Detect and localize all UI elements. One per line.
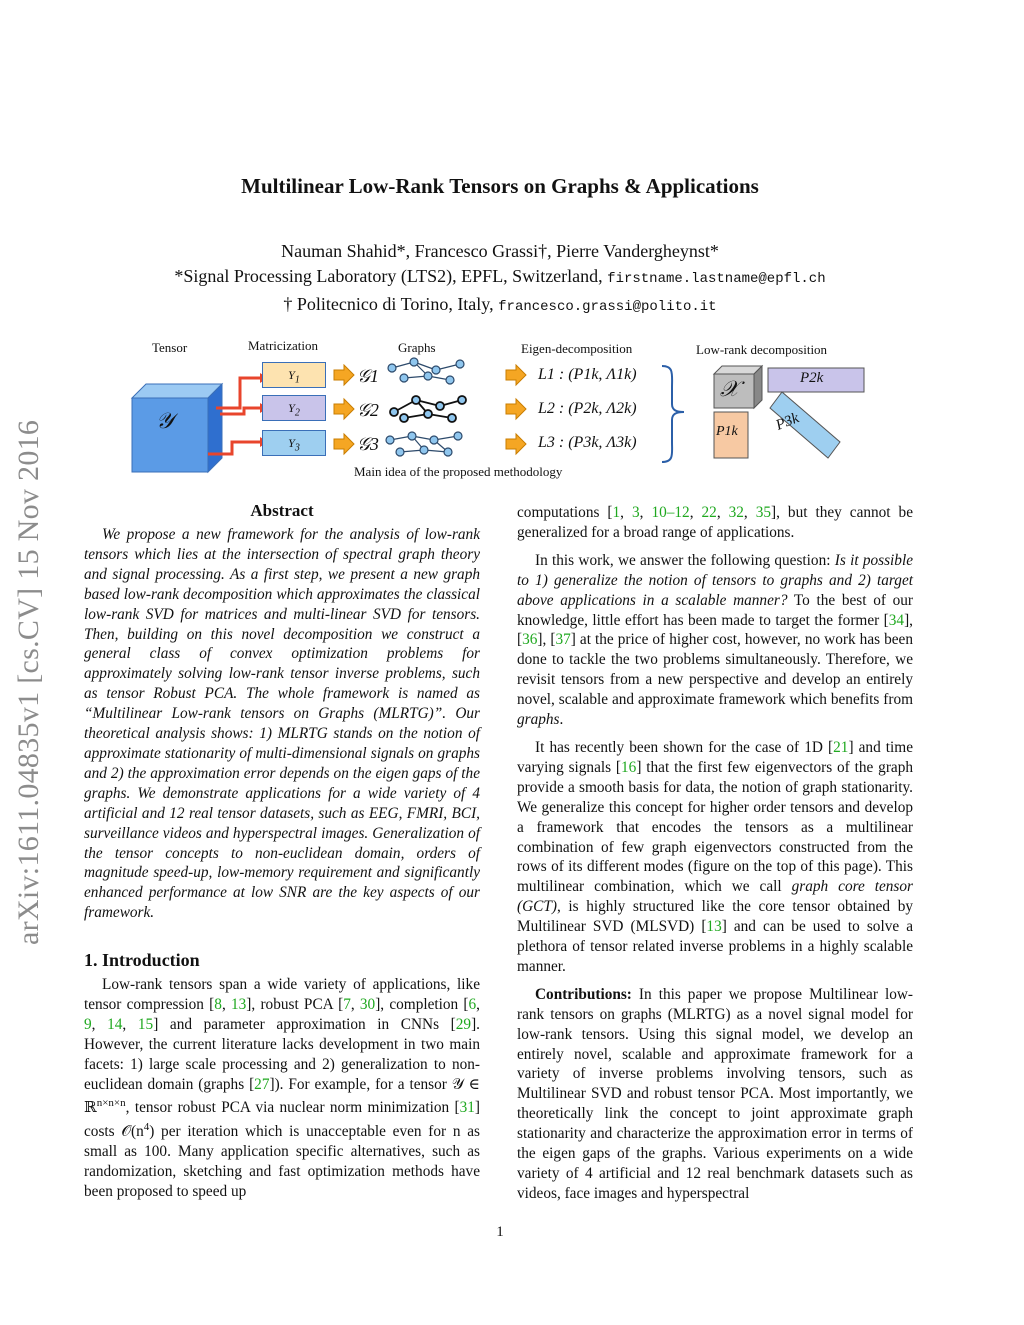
cite-14[interactable]: 14 — [107, 1015, 123, 1033]
email-1[interactable]: firstname.lastname@epfl.ch — [607, 271, 826, 287]
cite-31[interactable]: 31 — [459, 1099, 475, 1117]
cite-15[interactable]: 15 — [137, 1015, 154, 1033]
matrix-y1-label: Y — [288, 368, 295, 382]
graph-symbol-1: 𝒢1 — [357, 366, 379, 386]
cite-27[interactable]: 27 — [254, 1075, 270, 1093]
r-p1-text-2: ], but they cannot be generalized for a broad range of applications. — [517, 504, 913, 541]
factor-p3k: P3k — [773, 410, 802, 434]
orange-arrows-right — [504, 364, 528, 474]
r-p2-text-2: To the best of our knowledge, little effort has been made to target the former [ — [517, 591, 914, 629]
figure-label-lowrank: Low-rank decomposition — [696, 342, 828, 357]
cite-32[interactable]: 32 — [728, 504, 744, 521]
r-p2-text-4: ], [ — [537, 631, 556, 649]
figure-label-matricization: Matricization — [248, 338, 319, 353]
figure-caption: Main idea of the proposed methodology — [354, 464, 563, 479]
figure-label-eigen: Eigen-decomposition — [521, 341, 633, 356]
r-p2-text-1: In this work, we answer the following question: — [535, 551, 835, 569]
matrix-y1 — [262, 362, 326, 388]
affiliation-1-text: *Signal Processing Laboratory (LTS2), EPFL, Switzerland, — [174, 266, 603, 286]
eigen-row-3: L3 : (P3k, Λ3k) — [538, 434, 637, 451]
graph-symbol-3: 𝒢3 — [357, 434, 379, 454]
intro-text-1: Low-rank tensors span a wide variety of applications, like tensor compression [ — [84, 976, 480, 1013]
right-paragraph-1: computations [1, 3, 10–12, 22, 32, 35], but they cannot be generalized for a broad range of applications. — [517, 504, 913, 541]
r-p2-end: . — [559, 711, 564, 729]
r-p3-text-5: ] and can be used to solve a plethora of tensor related inverse problems in a highly scalable manner. — [517, 918, 913, 975]
cite-6[interactable]: 6 — [468, 995, 477, 1013]
right-column — [517, 503, 913, 1212]
intro-text-9: ) per iteration which is unacceptable even for n as small as 100. Many application specific alternatives, such as randomization, sketching and fast optimization methods have been proposed to speed up — [84, 1123, 480, 1201]
intro-text-2: ], robust PCA [ — [246, 995, 344, 1013]
right-paragraph-3 — [517, 738, 913, 977]
abstract-text: We propose a new framework for the analysis of low-rank tensors which lies at the intersection of spectral graph theory and signal processing. As a first step, we present a new graph based low-rank decomposition which approximates the classical low-rank SVD for matrices and multi-linear SVD for tensors. Then, building on this novel decomposition we construct a general class of convex optimization problems for approximately solving low-rank tensor inverse problems, such as tensor Robust PCA. The whole framework is named as “Multilinear Low-rank tensors on Graphs (MLRTG)”. Our theoretical analysis shows: 1) MLRTG stands on the notion of approximate stationarity of multi-dimensional signals on graphs and 2) the approximation error depends on the eigen gaps of the graphs. We demonstrate applications for a wide variety of 4 artificial and 12 real tensor datasets, such as EEG, FMRI, BCI, surveillance videos and hyperspectral images. Generalization of the tensor concepts to non-euclidean domain, orders of magnitude speed-up, low-memory requirement and significantly enhanced performance at low SNR are the key aspects of our framework. — [84, 526, 480, 922]
core-symbol: 𝒳 — [720, 376, 739, 401]
r-p1-text-1: computations [ — [517, 504, 613, 521]
eigen-row-2: L2 : (P2k, Λ2k) — [538, 400, 637, 417]
cite-3[interactable]: 3 — [631, 504, 640, 521]
matrix-y2-subscript: 2 — [294, 407, 300, 419]
authors-line: Nauman Shahid*, Francesco Grassi†, Pierre Vandergheynst* — [281, 241, 719, 261]
r-p3-text-2: ] and time varying signals [ — [517, 738, 913, 776]
right-paragraph-4 — [517, 985, 913, 1204]
matrix-y2-label: Y — [288, 401, 295, 415]
matrix-y3 — [262, 430, 326, 456]
factor-p2k: P2k — [800, 370, 824, 386]
page-number: 1 — [496, 1224, 504, 1240]
intro-text-7: , tensor robust PCA via nuclear norm minimization [ — [125, 1099, 460, 1117]
orange-arrows-left — [332, 364, 356, 474]
r-p4-text: In this paper we propose Multilinear low-rank tensors on graphs (MLRTG) as a novel signal model for low-rank tensors. Using this signal model, we develop an entirely novel, scalable and approximate framework for a variety of inverse problems involving tensors, such as Multilinear SVD and robust tensor PCA. Most importantly, we theoretically link the concept to joint approximate graph stationarity and characterize the approximation error in terms of the eigen gaps of the graphs. Various experiments on a wide variety of 4 artificial and 12 real benchmark datasets such as videos, face images and hyperspectral — [517, 985, 913, 1202]
affiliation-2 — [0, 292, 1000, 320]
cite-22[interactable]: 22 — [701, 504, 717, 521]
r-p3-text-4: , is highly structured like the core tensor obtained by Multilinear SVD (MLSVD) [ — [517, 898, 913, 936]
intro-sup-1: n×n×n — [96, 1097, 126, 1110]
cite-21[interactable]: 21 — [833, 738, 849, 756]
intro-text-5: ]. However, the current literature lacks development in two main facets: 1) large scale processing and 2) generalization to non-euclidean domain (graphs [ — [84, 1015, 480, 1093]
cite-34[interactable]: 34 — [888, 611, 905, 629]
affiliation-1 — [0, 264, 1000, 292]
r-p3-text-3: ] that the first few eigenvectors of the graph provide a smooth basis for data, the notion of graph stationarity. We generalize this concept for higher order tensors and develop a framework that encodes the tensors as a multilinear combination of few graph eigenvectors constructed from the rows of its different modes (figure on the top of this page). This multilinear combination, which we call — [517, 758, 913, 896]
cite-36[interactable]: 36 — [522, 631, 538, 649]
right-paragraph-2 — [517, 551, 913, 730]
email-2[interactable]: francesco.grassi@polito.it — [498, 299, 717, 315]
r-p2-question: Is it possible to 1) generalize the notion of tensors to graphs and 2) target above applications in a scalable manner? — [517, 551, 913, 609]
intro-text-4: ] and parameter approximation in CNNs [ — [153, 1015, 456, 1033]
r-p2-text-5: ] at the price of higher cost, however, no work has been done to tackle the two problems simultaneously. Therefore, we revisit tensors from a new perspective and develop an entirely novel, scalable and approximate framework which benefits from — [517, 631, 913, 709]
matrix-y1-subscript: 1 — [294, 374, 300, 386]
matricization-arrow-1 — [216, 378, 260, 408]
intro-body — [84, 975, 480, 1210]
factor-p1k: P1k — [716, 424, 738, 439]
cite-10-12[interactable]: 10–12 — [651, 504, 690, 521]
author-block — [0, 239, 1000, 320]
cite-13b[interactable]: 13 — [706, 918, 722, 936]
r-p3-italic: graph core tensor (GCT) — [517, 878, 913, 916]
r-p3-text-1: It has recently been shown for the case of 1D [ — [535, 738, 834, 756]
intro-sup-2: 4 — [143, 1121, 150, 1134]
intro-heading: 1. Introduction — [84, 950, 200, 970]
cite-8[interactable]: 8 — [214, 995, 222, 1013]
figure-label-tensor: Tensor — [152, 340, 188, 355]
figure-label-graphs: Graphs — [398, 340, 436, 355]
intro-text-3: ], completion [ — [375, 995, 469, 1013]
cite-1[interactable]: 1 — [612, 504, 621, 521]
intro-text-8: ] costs 𝒪(n — [84, 1099, 480, 1141]
paper-title: Multilinear Low-Rank Tensors on Graphs & Applications — [241, 174, 759, 198]
cite-30[interactable]: 30 — [359, 995, 376, 1013]
cite-29[interactable]: 29 — [455, 1015, 472, 1033]
matrix-y2 — [262, 395, 326, 421]
graph-drawings — [384, 356, 484, 466]
cite-9[interactable]: 9 — [84, 1015, 92, 1033]
tensor-symbol: 𝒴 — [156, 408, 174, 433]
cite-35[interactable]: 35 — [755, 504, 772, 521]
matrix-y3-label: Y — [288, 436, 295, 450]
affiliation-2-text: † Politecnico di Torino, Italy, — [283, 294, 494, 314]
intro-text-6: ]). For example, for a tensor 𝒴 ∈ ℝ — [84, 1075, 480, 1117]
r-p2-text-3: ], [ — [517, 611, 913, 649]
abstract-body — [84, 525, 480, 931]
brace — [660, 364, 690, 464]
cite-37[interactable]: 37 — [555, 631, 571, 649]
r-p4-bold: Contributions: — [535, 985, 632, 1003]
cite-7[interactable]: 7 — [343, 995, 351, 1013]
arxiv-stamp: arXiv:1611.04835v1 [cs.CV] 15 Nov 2016 — [12, 419, 45, 945]
graph-symbol-2: 𝒢2 — [357, 400, 379, 420]
matrix-y3-subscript: 3 — [294, 442, 300, 454]
intro-paragraph: Low-rank tensors span a wide variety of applications, like tensor compression [8, 13], robust PCA [7, 30], completion [6, 9, 14, 15] and parameter approximation in CNNs [29]. However, the current literature lacks development in two main facets: 1) large scale processing and 2) generalization to non-euclidean domain (graphs [27]). For example, for a tensor 𝒴 ∈ ℝ$^{n\times n\times n}$, tensor robust PCA via nuclear norm minimization [31] costs $𝒪(n^4)$ per iteration which is unacceptable even for n as small as 100. Many application specific alternatives, such as randomization, sketching and fast optimization methods have been proposed to speed up — [84, 976, 480, 1201]
r-p2-italic: graphs — [517, 711, 560, 729]
method-figure — [120, 336, 880, 486]
cite-16[interactable]: 16 — [621, 758, 637, 776]
cite-13[interactable]: 13 — [231, 995, 247, 1013]
abstract-heading: Abstract — [250, 501, 314, 520]
eigen-row-1: L1 : (P1k, Λ1k) — [538, 366, 637, 383]
